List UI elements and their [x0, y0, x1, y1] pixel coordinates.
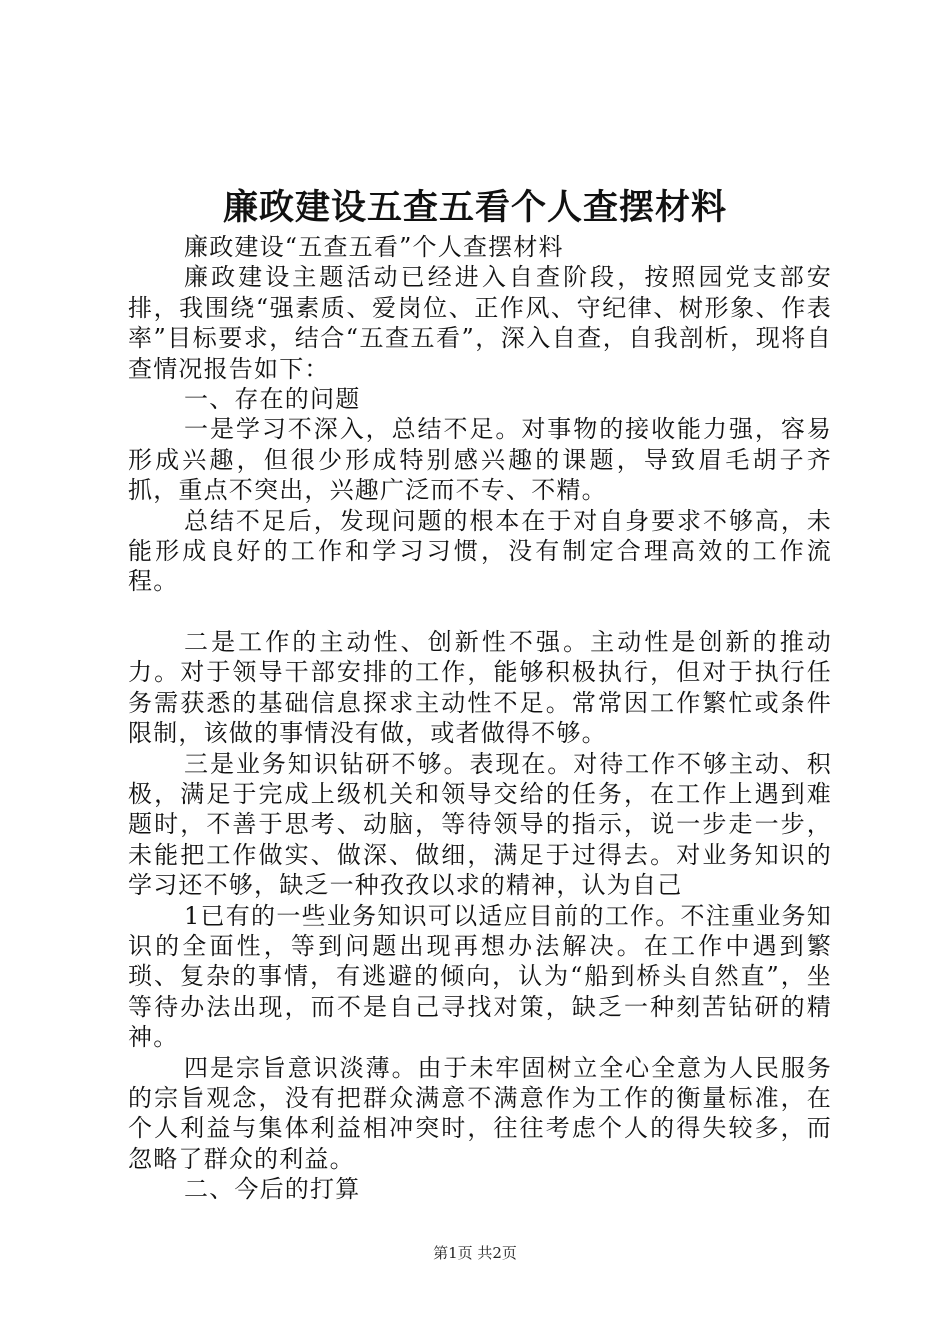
- paragraph-intro: 廉政建设主题活动已经进入自查阶段，按照园党支部安排，我围绕“强素质、爱岗位、正作风、守纪律、树形象、作表率”目标要求，结合“五查五看”，深入自查，自我剖析，现将自查情况报告如下：: [128, 263, 832, 383]
- page-footer: 第1页 共2页: [433, 1244, 517, 1262]
- section-heading-plans: 二、今后的打算: [184, 1175, 361, 1204]
- paragraph-problem-2: 二是工作的主动性、创新性不强。主动性是创新的推动力。对于领导干部安排的工作，能够积极执行，但对于执行任务需获悉的基础信息探求主动性不足。常常因工作繁忙或条件限制，该做的事情没有做，或者做得不够。: [128, 627, 832, 748]
- document-title: 廉政建设五查五看个人查摆材料: [222, 187, 727, 228]
- section-heading-problems: 一、存在的问题: [184, 385, 361, 414]
- document-body: [128, 232, 832, 1205]
- paragraph-problem-1-summary: 总结不足后，发现问题的根本在于对自身要求不够高，未能形成良好的工作和学习习惯，没有制定合理高效的工作流程。: [128, 506, 832, 596]
- paragraph-problem-3: 三是业务知识钻研不够。表现在。对待工作不够主动、积极，满足于完成上级机关和领导交给的任务，在工作上遇到难题时，不善于思考、动脑，等待领导的指示，说一步走一步，未能把工作做实、做深、做细，满足于过得去。对业务知识的学习还不够，缺乏一种孜孜以求的精神，认为自己: [128, 749, 832, 900]
- paragraph-problem-1: 一是学习不深入，总结不足。对事物的接收能力强，容易形成兴趣，但很少形成特别感兴趣的课题，导致眉毛胡子齐抓，重点不突出，兴趣广泛而不专、不精。: [128, 415, 832, 505]
- paragraph-subtitle: 廉政建设“五查五看”个人查摆材料: [184, 233, 564, 261]
- paragraph-problem-3-continued: 1已有的一些业务知识可以适应目前的工作。不注重业务知识的全面性，等到问题出现再想办法解决。在工作中遇到繁琐、复杂的事情，有逃避的倾向，认为“船到桥头自然直”，坐等待办法出现，而不是自己寻找对策，缺乏一种刻苦钻研的精神。: [128, 901, 832, 1052]
- paragraph-problem-4: 四是宗旨意识淡薄。由于未牢固树立全心全意为人民服务的宗旨观念，没有把群众满意不满意作为工作的衡量标准，在个人利益与集体利益相冲突时，往往考虑个人的得失较多，而忽略了群众的利益。: [128, 1053, 832, 1173]
